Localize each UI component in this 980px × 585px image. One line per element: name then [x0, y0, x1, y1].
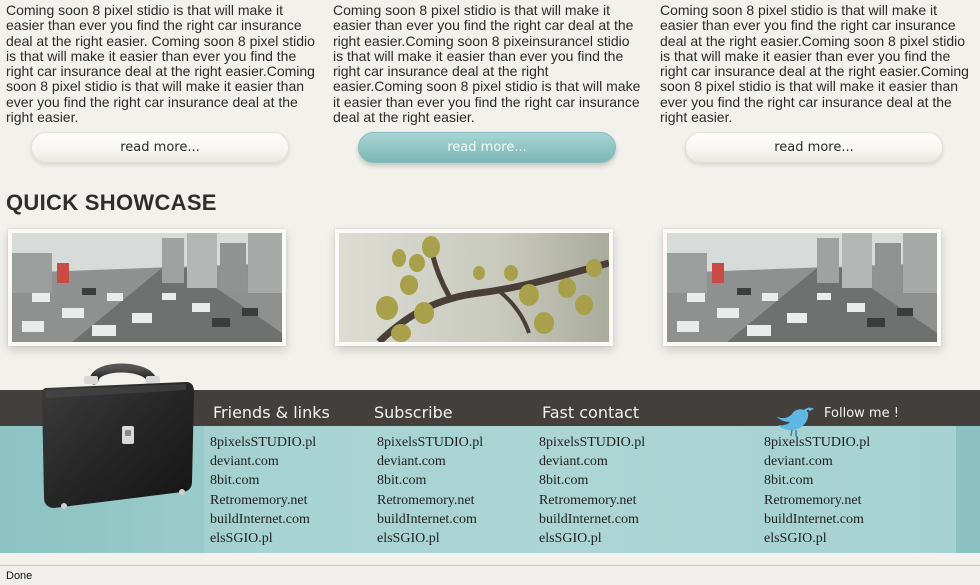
footer-link[interactable]: 8bit.com [764, 473, 814, 489]
friends-links-list [210, 433, 316, 548]
list-item[interactable] [377, 491, 483, 510]
list-item[interactable] [210, 529, 316, 548]
list-item[interactable] [210, 510, 316, 529]
subscribe-list [377, 433, 483, 548]
list-item[interactable] [539, 491, 645, 510]
list-item[interactable] [539, 452, 645, 471]
footer-link[interactable]: 8pixelsSTUDIO.pl [764, 435, 871, 450]
footer-link[interactable]: elsSGIO.pl [377, 531, 440, 547]
footer-link[interactable]: buildInternet.com [377, 511, 477, 527]
showcase-thumbnail-2[interactable] [335, 229, 613, 346]
list-item[interactable] [764, 471, 870, 490]
showcase-heading: QUICK SHOWCASE [6, 190, 217, 215]
list-item[interactable] [377, 510, 483, 529]
footer-link[interactable]: deviant.com [210, 454, 279, 470]
list-item[interactable] [377, 452, 483, 471]
footer-link[interactable]: Retromemory.net [764, 492, 862, 508]
list-item[interactable] [210, 452, 316, 471]
footer-link[interactable]: Retromemory.net [210, 492, 308, 508]
list-item[interactable] [539, 433, 645, 452]
footer-link[interactable]: deviant.com [764, 454, 833, 470]
list-item[interactable] [539, 471, 645, 490]
footer-link[interactable]: elsSGIO.pl [210, 531, 273, 547]
read-more-button-2[interactable]: read more... [358, 132, 616, 163]
follow-me-list [764, 433, 870, 548]
list-item[interactable] [764, 510, 870, 529]
tree-buds-photo [339, 233, 609, 342]
footer-link[interactable]: Retromemory.net [377, 492, 475, 508]
list-item[interactable] [377, 433, 483, 452]
intro-text-column-1: Coming soon 8 pixel stidio is that will make it easier than ever you find the right car insurance deal at the right easier. Coming soon 8 pixel stidio is that will make it easier than ever you find the right car insurance deal at the right easier.Coming soon 8 pixel stidio is that will make it easier than ever you find the right car insurance deal at the right easier. [6, 2, 315, 126]
fast-contact-list [539, 433, 645, 548]
footer-link[interactable]: buildInternet.com [210, 511, 310, 527]
intro-text-column-2: Coming soon 8 pixel stidio is that will make it easier than ever you find the right car deal at the right easier.Coming soon 8 pixeinsurancel stidio is that will make it easier than ever you find the right car insurance deal at the right easier.Coming soon 8 pixel stidio is that will make it easier than ever you find the right car insurance deal at the right easier. [333, 2, 641, 126]
list-item[interactable] [764, 529, 870, 548]
briefcase-icon [36, 360, 202, 516]
footer-link[interactable]: Retromemory.net [539, 492, 637, 508]
list-item[interactable] [210, 491, 316, 510]
footer-right-edge [956, 426, 980, 553]
read-more-button-1[interactable]: read more... [31, 132, 289, 163]
city-street-photo [12, 233, 282, 342]
subscribe-heading: Subscribe [374, 403, 453, 422]
twitter-bird-icon[interactable] [772, 402, 818, 436]
footer-link[interactable]: elsSGIO.pl [764, 531, 827, 547]
list-item[interactable] [539, 529, 645, 548]
footer-link[interactable]: 8bit.com [539, 473, 589, 489]
intro-text-column-3: Coming soon 8 pixel stidio is that will make it easier than ever you find the right car insurance deal at the right easier.Coming soon 8 pixel stidio is that will make it easier than ever you find the right car insurance deal at the right easier.Coming soon 8 pixel stidio is that will make it easier than ever you find the right car insurance deal at the right easier. [660, 2, 969, 126]
browser-status-bar [0, 565, 980, 585]
friends-links-heading: Friends & links [213, 403, 330, 422]
footer-link[interactable]: 8bit.com [210, 473, 260, 489]
footer-link[interactable]: 8pixelsSTUDIO.pl [377, 435, 484, 450]
list-item[interactable] [377, 529, 483, 548]
fast-contact-heading: Fast contact [542, 403, 640, 422]
read-more-button-3[interactable]: read more... [685, 132, 943, 163]
follow-me-link[interactable]: Follow me ! [824, 406, 899, 421]
city-street-photo [667, 233, 937, 342]
page-bottom-gap [0, 553, 980, 565]
footer-link[interactable]: buildInternet.com [764, 511, 864, 527]
list-item[interactable] [377, 471, 483, 490]
list-item[interactable] [210, 433, 316, 452]
list-item[interactable] [764, 452, 870, 471]
list-item[interactable] [210, 471, 316, 490]
footer-link[interactable]: 8pixelsSTUDIO.pl [539, 435, 646, 450]
status-text: Done [6, 570, 33, 582]
footer-link[interactable]: deviant.com [539, 454, 608, 470]
footer-link[interactable]: buildInternet.com [539, 511, 639, 527]
footer-link[interactable]: deviant.com [377, 454, 446, 470]
footer-link[interactable]: 8bit.com [377, 473, 427, 489]
footer-link[interactable]: elsSGIO.pl [539, 531, 602, 547]
list-item[interactable] [764, 433, 870, 452]
showcase-thumbnail-3[interactable] [663, 229, 941, 346]
list-item[interactable] [539, 510, 645, 529]
showcase-thumbnail-1[interactable] [8, 229, 286, 346]
list-item[interactable] [764, 491, 870, 510]
footer-link[interactable]: 8pixelsSTUDIO.pl [210, 435, 317, 450]
